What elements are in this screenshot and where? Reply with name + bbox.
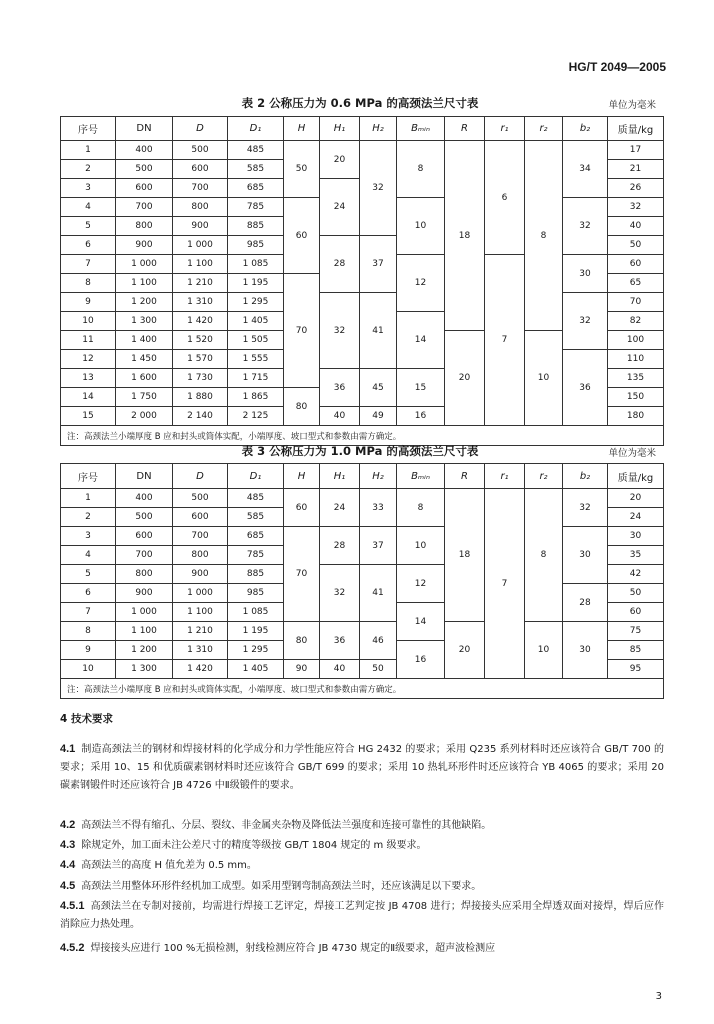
- clause-number: 4.5.2: [60, 942, 85, 954]
- table-cell-h2: 37: [360, 527, 397, 565]
- table-cell: 1 100: [173, 255, 228, 274]
- table-cell: 1 200: [116, 641, 173, 660]
- table-cell-mass: 42: [608, 565, 664, 584]
- table-cell-b2: 36: [563, 350, 608, 426]
- table-cell: 985: [228, 236, 284, 255]
- col-header: DN: [116, 117, 173, 141]
- table-cell-mass: 32: [608, 198, 664, 217]
- table-cell: 1 000: [173, 236, 228, 255]
- table-cell-mass: 180: [608, 407, 664, 426]
- table-cell: 3: [61, 527, 116, 546]
- table-cell-h1: 28: [320, 527, 360, 565]
- col-header: r₁: [485, 117, 525, 141]
- table2-caption: [60, 95, 660, 111]
- table-cell-mass: 82: [608, 312, 664, 331]
- table-cell-r: 18: [445, 141, 485, 331]
- col-header: 序号: [61, 117, 116, 141]
- col-header: r₁: [485, 464, 525, 489]
- table-cell: 800: [116, 217, 173, 236]
- table-cell-h2: 32: [360, 141, 397, 236]
- table-cell-b2: 28: [563, 584, 608, 622]
- col-header: Bₘᵢₙ: [397, 117, 445, 141]
- table-cell-bmin: 12: [397, 565, 445, 603]
- table3: [60, 463, 664, 699]
- table-cell: 1 880: [173, 388, 228, 407]
- table-cell: 5: [61, 217, 116, 236]
- clause-4-3: [60, 836, 664, 855]
- table-cell: 2: [61, 508, 116, 527]
- table-cell-mass: 40: [608, 217, 664, 236]
- table-cell: 11: [61, 331, 116, 350]
- table-cell-mass: 30: [608, 527, 664, 546]
- table-cell: 800: [173, 546, 228, 565]
- table-cell: 1 210: [173, 274, 228, 293]
- table-cell-r: 18: [445, 489, 485, 622]
- clause-text: 高颈法兰用整体环形件经机加工成型。如采用型钢弯制高颈法兰时，还应该满足以下要求。: [81, 881, 482, 892]
- table-cell-mass: 35: [608, 546, 664, 565]
- table-cell: 1 310: [173, 293, 228, 312]
- table-cell: 12: [61, 350, 116, 369]
- table-cell: 500: [173, 141, 228, 160]
- table-cell: 1 570: [173, 350, 228, 369]
- table-cell-h1: 24: [320, 489, 360, 527]
- table-cell: 1 100: [116, 622, 173, 641]
- table-cell-b2: 30: [563, 255, 608, 293]
- table-cell-mass: 17: [608, 141, 664, 160]
- table-cell: 1 310: [173, 641, 228, 660]
- clause-4-5: [60, 877, 664, 896]
- table-cell: 700: [116, 198, 173, 217]
- col-header: D: [173, 464, 228, 489]
- table-cell-h2: 33: [360, 489, 397, 527]
- clause-number: 4.2: [60, 819, 76, 831]
- table-cell-bmin: 10: [397, 198, 445, 255]
- table-cell-b2: 32: [563, 489, 608, 527]
- table-cell-r: 20: [445, 331, 485, 426]
- table-cell: 7: [61, 255, 116, 274]
- clause-text: 高颈法兰的高度 H 值允差为 0.5 mm。: [81, 860, 257, 871]
- table-cell: 1 085: [228, 603, 284, 622]
- table-cell: 5: [61, 565, 116, 584]
- table-cell: 400: [116, 141, 173, 160]
- table-cell: 1 100: [173, 603, 228, 622]
- table-cell: 1: [61, 489, 116, 508]
- table-cell-mass: 24: [608, 508, 664, 527]
- table-cell-h2: 50: [360, 660, 397, 679]
- table-cell-bmin: 16: [397, 407, 445, 426]
- table-cell-mass: 110: [608, 350, 664, 369]
- table-cell: 8: [61, 622, 116, 641]
- section-heading: 4 技术要求: [60, 713, 113, 725]
- table-cell-h1: 32: [320, 293, 360, 369]
- col-header: 序号: [61, 464, 116, 489]
- standard-code: HG/T 2049—2005: [568, 60, 666, 74]
- table-cell: 585: [228, 160, 284, 179]
- clause-text: 高颈法兰在专制对接前，均需进行焊接工艺评定，焊接工艺判定按 JB 4708 进行；焊接接头应采用全焊透双面对接焊，焊后应作消除应力热处理。: [60, 901, 664, 931]
- table-cell-r: 20: [445, 622, 485, 679]
- table-cell: 4: [61, 198, 116, 217]
- table-cell: 14: [61, 388, 116, 407]
- col-header: H₁: [320, 464, 360, 489]
- table-cell-r2: 8: [525, 489, 563, 622]
- table-cell: 1 505: [228, 331, 284, 350]
- table-cell: 13: [61, 369, 116, 388]
- table3-unit: 单位为毫米: [608, 448, 656, 459]
- table3-header-row: [61, 464, 664, 489]
- table-cell: 500: [116, 160, 173, 179]
- table2-title: 表 2 公称压力为 0.6 MPa 的高颈法兰尺寸表: [241, 96, 479, 110]
- table-cell: 585: [228, 508, 284, 527]
- table-cell-h1: 24: [320, 179, 360, 236]
- table-cell: 700: [173, 179, 228, 198]
- table-cell-r1: 6: [485, 141, 525, 255]
- table-cell: 600: [173, 508, 228, 527]
- table-cell: 785: [228, 546, 284, 565]
- table-cell: 1 400: [116, 331, 173, 350]
- table-row: [61, 527, 664, 546]
- table-cell-h: 70: [284, 274, 320, 388]
- table-cell-bmin: 16: [397, 641, 445, 679]
- table-cell-r1: 7: [485, 489, 525, 679]
- col-header: R: [445, 117, 485, 141]
- table-cell-mass: 60: [608, 255, 664, 274]
- clause-4-2: [60, 816, 664, 835]
- table-cell: 900: [173, 217, 228, 236]
- table-cell: 2 125: [228, 407, 284, 426]
- col-header: H₁: [320, 117, 360, 141]
- table-cell: 7: [61, 603, 116, 622]
- table-cell-mass: 75: [608, 622, 664, 641]
- table-cell-mass: 21: [608, 160, 664, 179]
- table-cell: 1 405: [228, 660, 284, 679]
- table-cell-b2: 34: [563, 141, 608, 198]
- table-cell: 10: [61, 312, 116, 331]
- table-cell: 1 200: [116, 293, 173, 312]
- table-row: [61, 141, 664, 160]
- table-cell: 1 195: [228, 274, 284, 293]
- table-cell: 2 000: [116, 407, 173, 426]
- clause-number: 4.4: [60, 859, 76, 871]
- table-cell: 3: [61, 179, 116, 198]
- col-header: 质量/kg: [608, 464, 664, 489]
- table-cell: 1: [61, 141, 116, 160]
- table-cell: 15: [61, 407, 116, 426]
- table-cell: 900: [116, 584, 173, 603]
- table-cell-mass: 70: [608, 293, 664, 312]
- table-cell: 2 140: [173, 407, 228, 426]
- table-cell: 1 210: [173, 622, 228, 641]
- table-cell: 1 000: [116, 603, 173, 622]
- clause-text: 制造高颈法兰的钢材和焊接材料的化学成分和力学性能应符合 HG 2432 的要求；采用 Q235 系列材料时还应该符合 GB/T 700 的要求；采用 10、15 和优质碳素钢材料时还应该符合 GB/T 699 的要求；采用 10 热轧环形件时还应该符合 YB 4065 的要求；采用 20 碳素钢锻件时还应该符合 JB 4726 中Ⅱ级锻件的要求。: [60, 744, 664, 792]
- table-cell: 9: [61, 641, 116, 660]
- table-cell: 10: [61, 660, 116, 679]
- page-number: 3: [655, 991, 662, 1002]
- table-cell: 1 300: [116, 660, 173, 679]
- table-cell-h1: 40: [320, 407, 360, 426]
- table-cell-bmin: 10: [397, 527, 445, 565]
- table-cell-h: 50: [284, 141, 320, 198]
- table-cell-h1: 40: [320, 660, 360, 679]
- col-header: r₂: [525, 464, 563, 489]
- table-cell: 500: [173, 489, 228, 508]
- table-cell: 885: [228, 565, 284, 584]
- col-header: b₂: [563, 464, 608, 489]
- table-cell: 1 300: [116, 312, 173, 331]
- clause-number: 4.5.1: [60, 900, 85, 912]
- table-row: [61, 293, 664, 312]
- table-note-row: [61, 679, 664, 699]
- clause-number: 4.3: [60, 839, 76, 851]
- table-cell-mass: 85: [608, 641, 664, 660]
- table-cell-b2: 32: [563, 198, 608, 255]
- table-cell: 800: [116, 565, 173, 584]
- col-header: D: [173, 117, 228, 141]
- table-cell-h: 60: [284, 489, 320, 527]
- col-header: D₁: [228, 464, 284, 489]
- table-cell: 1 600: [116, 369, 173, 388]
- table-cell-b2: 30: [563, 622, 608, 679]
- table-cell-r1: 7: [485, 255, 525, 426]
- clause-4-5-2: [60, 939, 664, 958]
- table-cell-h1: 36: [320, 369, 360, 407]
- table-cell: 685: [228, 527, 284, 546]
- table-cell: 9: [61, 293, 116, 312]
- table-cell: 1 750: [116, 388, 173, 407]
- table-cell-h2: 49: [360, 407, 397, 426]
- table-cell: 1 000: [116, 255, 173, 274]
- table-cell-h2: 45: [360, 369, 397, 407]
- table-cell-mass: 50: [608, 236, 664, 255]
- table-cell: 1 000: [173, 584, 228, 603]
- table-cell: 785: [228, 198, 284, 217]
- col-header: H₂: [360, 117, 397, 141]
- table-cell: 2: [61, 160, 116, 179]
- clause-number: 4.5: [60, 880, 76, 892]
- table-cell: 1 195: [228, 622, 284, 641]
- table-cell: 900: [116, 236, 173, 255]
- table-cell-h2: 46: [360, 622, 397, 660]
- table-cell-mass: 135: [608, 369, 664, 388]
- table-cell: 700: [173, 527, 228, 546]
- table-cell: 600: [116, 527, 173, 546]
- col-header: b₂: [563, 117, 608, 141]
- table-cell-h1: 20: [320, 141, 360, 179]
- table-row: [61, 489, 664, 508]
- table-cell-h1: 28: [320, 236, 360, 293]
- table-cell-b2: 32: [563, 293, 608, 350]
- col-header: H: [284, 117, 320, 141]
- clause-text: 高颈法兰不得有缩孔、分层、裂纹、非金属夹杂物及降低法兰强度和连接可靠性的其他缺陷。: [81, 820, 492, 831]
- table-cell-r2: 10: [525, 622, 563, 679]
- table2-header-row: [61, 117, 664, 141]
- table-cell-h1: 32: [320, 565, 360, 622]
- table-cell-bmin: 14: [397, 312, 445, 369]
- table-cell-r2: 10: [525, 331, 563, 426]
- table-cell: 8: [61, 274, 116, 293]
- table-note: 注：高颈法兰小端厚度 B 应和封头或筒体实配，小端厚度、坡口型式和参数由需方确定。: [61, 426, 664, 446]
- table-cell: 4: [61, 546, 116, 565]
- table-cell: 985: [228, 584, 284, 603]
- table-cell: 600: [173, 160, 228, 179]
- table-cell: 1 520: [173, 331, 228, 350]
- table-cell-h: 80: [284, 388, 320, 426]
- table-cell: 1 730: [173, 369, 228, 388]
- table-cell-h2: 41: [360, 565, 397, 622]
- table-cell-h: 80: [284, 622, 320, 660]
- table-cell: 1 420: [173, 660, 228, 679]
- table-cell-bmin: 14: [397, 603, 445, 641]
- table-cell-h: 60: [284, 198, 320, 274]
- clause-4-1: [60, 740, 664, 796]
- clause-text: 除规定外，加工面未注公差尺寸的精度等级按 GB/T 1804 规定的 m 级要求。: [81, 840, 427, 851]
- table-cell: 6: [61, 584, 116, 603]
- table-cell: 685: [228, 179, 284, 198]
- table-cell-bmin: 8: [397, 489, 445, 527]
- table-cell: 1 085: [228, 255, 284, 274]
- table-cell-mass: 100: [608, 331, 664, 350]
- table-cell: 1 715: [228, 369, 284, 388]
- table-cell-r2: 8: [525, 141, 563, 331]
- table-cell: 1 450: [116, 350, 173, 369]
- col-header: H: [284, 464, 320, 489]
- table-cell: 500: [116, 508, 173, 527]
- table-cell-bmin: 12: [397, 255, 445, 312]
- table-cell: 485: [228, 141, 284, 160]
- clause-number: 4.1: [60, 743, 76, 755]
- table-cell-bmin: 8: [397, 141, 445, 198]
- table-cell-mass: 95: [608, 660, 664, 679]
- table-cell-b2: 30: [563, 527, 608, 584]
- table-cell: 700: [116, 546, 173, 565]
- table-cell-bmin: 15: [397, 369, 445, 407]
- table3-title: 表 3 公称压力为 1.0 MPa 的高颈法兰尺寸表: [241, 444, 479, 458]
- table-cell-h2: 41: [360, 293, 397, 369]
- table2-unit: 单位为毫米: [608, 100, 656, 111]
- table-cell-h2: 37: [360, 236, 397, 293]
- table-cell: 885: [228, 217, 284, 236]
- table-cell: 900: [173, 565, 228, 584]
- col-header: DN: [116, 464, 173, 489]
- col-header: H₂: [360, 464, 397, 489]
- clause-text: 焊接接头应进行 100 %无损检测，射线检测应符合 JB 4730 规定的Ⅱ级要求，超声波检测应: [90, 943, 496, 954]
- table-cell-mass: 60: [608, 603, 664, 622]
- table-cell: 400: [116, 489, 173, 508]
- table-note: 注：高颈法兰小端厚度 B 应和封头或筒体实配，小端厚度、坡口型式和参数由需方确定。: [61, 679, 664, 699]
- table3-caption: [60, 443, 660, 459]
- table-cell: 485: [228, 489, 284, 508]
- table-cell: 6: [61, 236, 116, 255]
- table-cell: 1 405: [228, 312, 284, 331]
- col-header: R: [445, 464, 485, 489]
- table-cell: 1 295: [228, 641, 284, 660]
- table-cell: 1 420: [173, 312, 228, 331]
- table-cell: 1 555: [228, 350, 284, 369]
- table-cell: 1 865: [228, 388, 284, 407]
- table-cell: 1 295: [228, 293, 284, 312]
- table-cell: 600: [116, 179, 173, 198]
- table-cell-mass: 150: [608, 388, 664, 407]
- col-header: D₁: [228, 117, 284, 141]
- table-cell: 800: [173, 198, 228, 217]
- table-cell-h: 90: [284, 660, 320, 679]
- col-header: 质量/kg: [608, 117, 664, 141]
- col-header: r₂: [525, 117, 563, 141]
- table-cell-mass: 65: [608, 274, 664, 293]
- col-header: Bₘᵢₙ: [397, 464, 445, 489]
- clause-4-5-1: [60, 897, 664, 934]
- table-cell-h: 70: [284, 527, 320, 622]
- table-cell-mass: 20: [608, 489, 664, 508]
- table-row: [61, 622, 664, 641]
- table2: [60, 116, 664, 446]
- table-cell-mass: 50: [608, 584, 664, 603]
- table-cell: 1 100: [116, 274, 173, 293]
- table-cell-h1: 36: [320, 622, 360, 660]
- clause-4-4: [60, 856, 664, 875]
- table-cell-mass: 26: [608, 179, 664, 198]
